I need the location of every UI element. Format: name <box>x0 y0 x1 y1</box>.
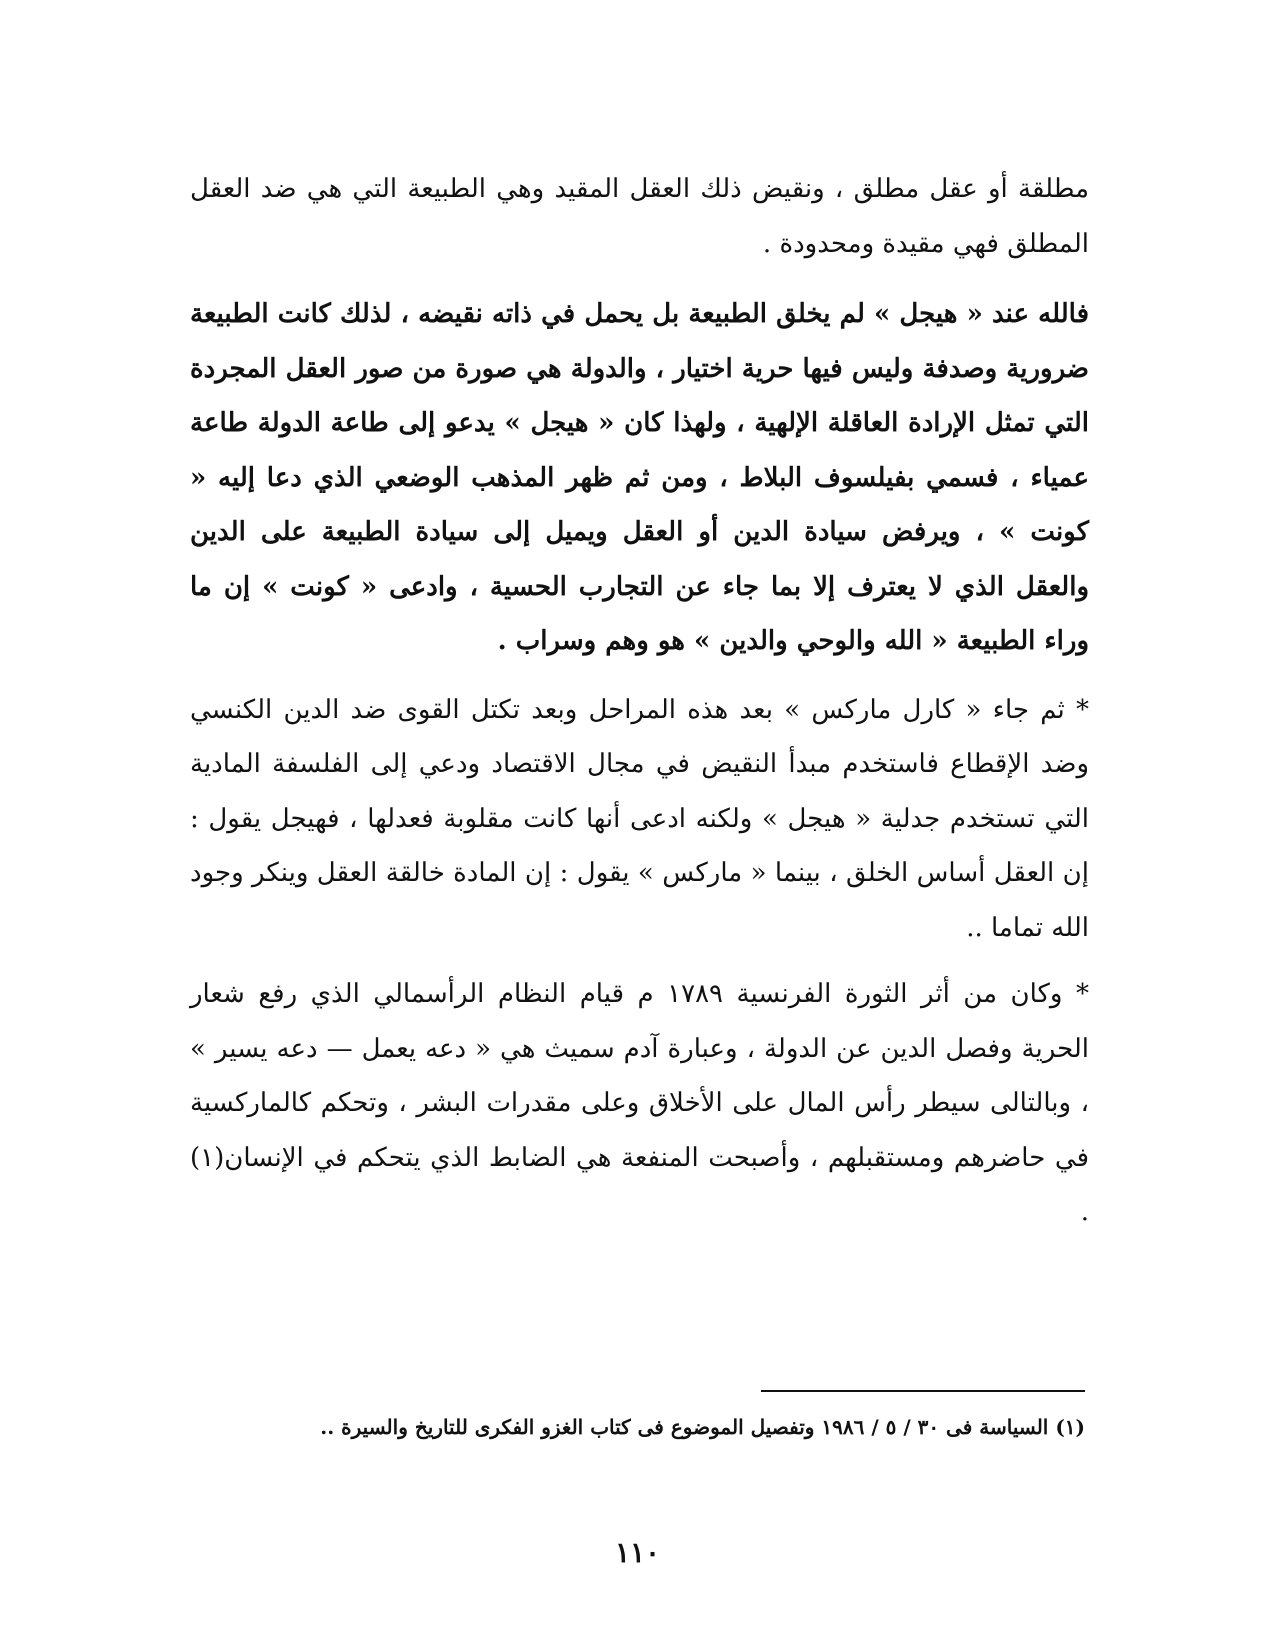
body-text <box>190 162 1089 1246</box>
paragraph-4: * وكان من أثر الثورة الفرنسية ١٧٨٩ م قيام النظام الرأسمالي الذي رفع شعار الحرية وفصل الدين عن الدولة ، وعبارة آدم سميث هي « دعه يعمل — دعه يسير » ، وبالتالى سيطر رأس المال على الأخلاق وعلى مقدرات البشر ، وتحكم كالماركسية في حاضرهم ومستقبلهم ، وأصبحت المنفعة هي الضابط الذي يتحكم في الإنسان(١) . <box>190 979 1089 1227</box>
paragraph-1: مطلقة أو عقل مطلق ، ونقيض ذلك العقل المقيد وهي الطبيعة التي هي ضد العقل المطلق فهي مقيدة ومحدودة . <box>190 174 1089 259</box>
paragraph-2: فالله عند « هيجل » لم يخلق الطبيعة بل يحمل في ذاته نقيضه ، لذلك كانت الطبيعة ضرورية وصدفة وليس فيها حرية اختيار ، والدولة هي صورة من صور العقل المجردة التي تمثل الإرادة العاقلة الإلهية ، ولهذا كان « هيجل » يدعو إلى طاعة الدولة طاعة عمياء ، فسمي بفيلسوف البلاط ، ومن ثم ظهر المذهب الوضعي الذي دعا إليه « كونت » ، ويرفض سيادة الدين أو العقل ويميل إلى سيادة الطبيعة على الدين والعقل الذي لا يعترف إلا بما جاء عن التجارب الحسية ، وادعى « كونت » إن ما وراء الطبيعة « الله والوحي والدين » هو وهم وسراب . <box>190 299 1089 656</box>
page-number: ١١٠ <box>614 1536 661 1569</box>
footnote-divider <box>761 1390 1085 1392</box>
paragraph-3: * ثم جاء « كارل ماركس » بعد هذه المراحل وبعد تكتل القوى ضد الدين الكنسي وضد الإقطاع فاستخدم مبدأ النقيض في مجال الاقتصاد ودعي إلى الفلسفة المادية التي تستخدم جدلية « هيجل » ولكنه ادعى أنها كانت مقلوبة فعدلها ، فهيجل يقول : إن العقل أساس الخلق ، بينما « ماركس » يقول : إن المادة خالقة العقل وينكر وجود الله تماما .. <box>190 694 1089 943</box>
footnote: (١) السياسة فى ٣٠ / ٥ / ١٩٨٦ وتفصيل الموضوع فى كتاب الغزو الفكرى للتاريخ والسيرة .. <box>320 1415 1085 1439</box>
